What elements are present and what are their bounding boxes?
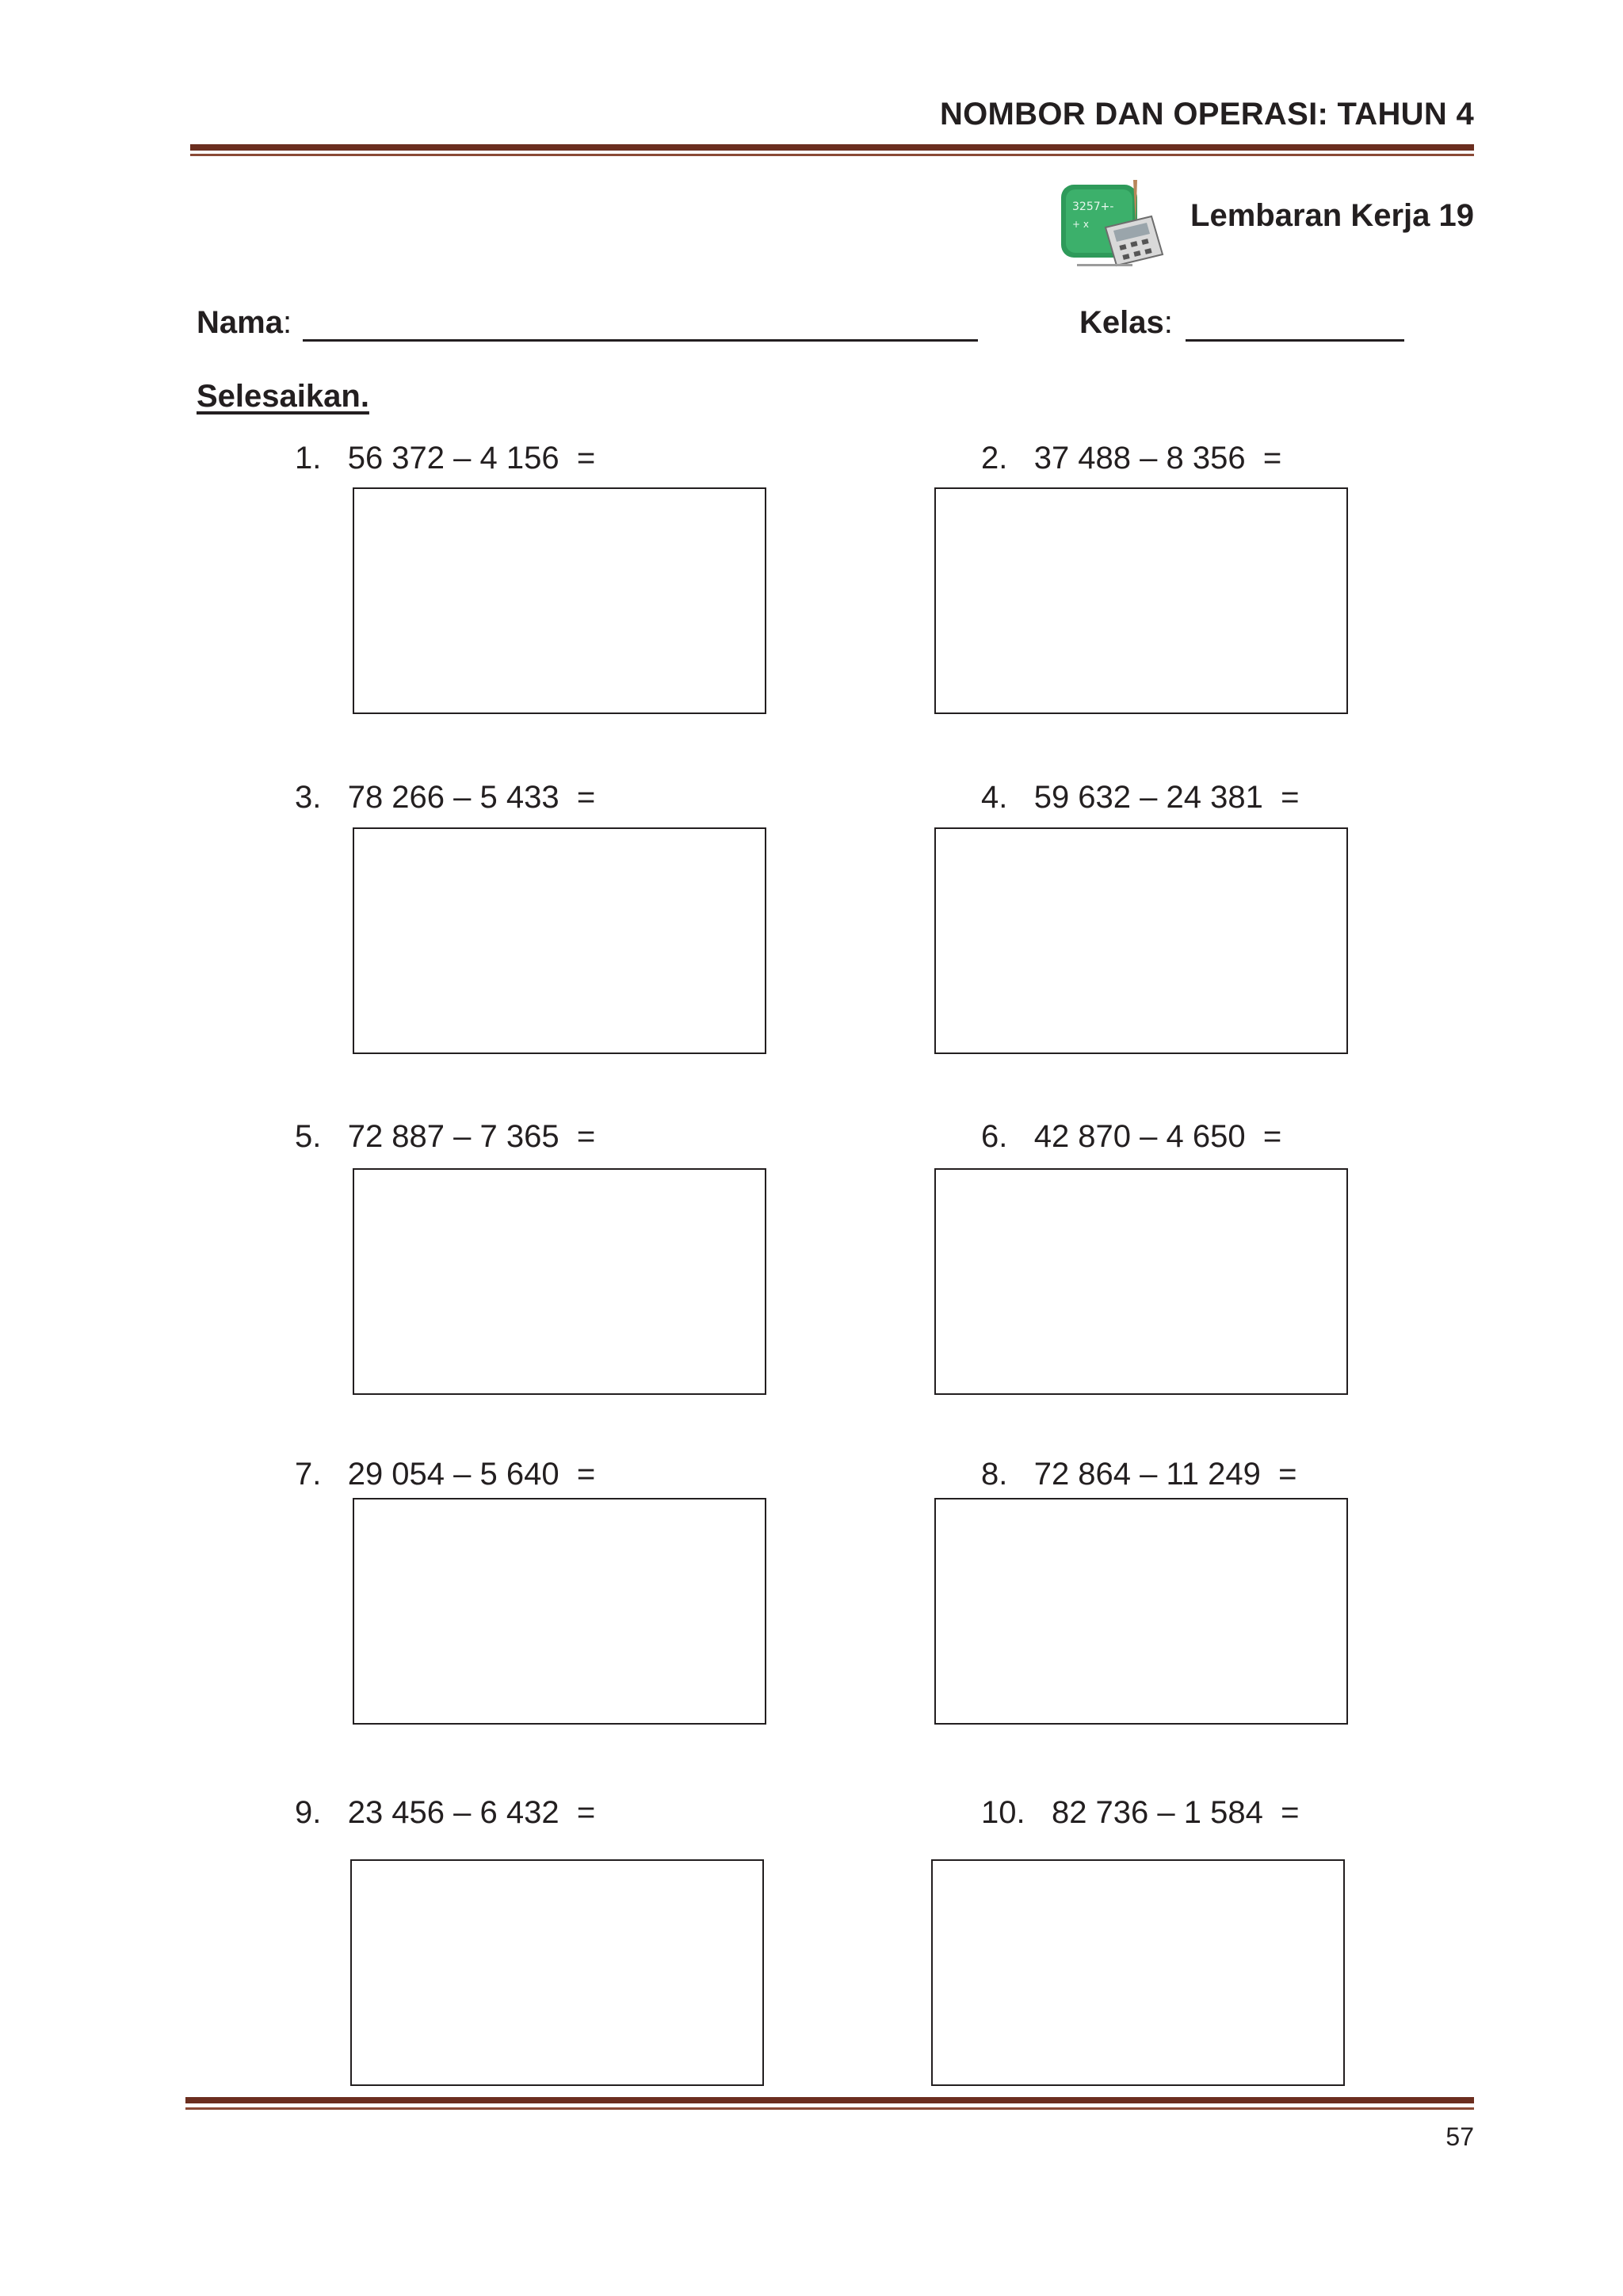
footer-rule-thick (185, 2097, 1474, 2103)
class-label: Kelas (1079, 305, 1164, 340)
page-number: 57 (1445, 2122, 1474, 2151)
question-number: 6. (981, 1119, 1008, 1154)
question-expression: 42 870 – 4 650 = (1033, 1119, 1282, 1154)
header-rule-thin (190, 154, 1474, 156)
question-expression: 29 054 – 5 640 = (347, 1457, 596, 1492)
answer-box-7[interactable] (353, 1498, 766, 1725)
question-number: 9. (295, 1795, 322, 1830)
answer-box-4[interactable] (934, 827, 1348, 1054)
question-6 (981, 1119, 1281, 1155)
question-expression: 59 632 – 24 381 = (1033, 780, 1300, 815)
name-colon: : (282, 305, 292, 340)
question-number: 2. (981, 441, 1008, 476)
answer-box-6[interactable] (934, 1168, 1348, 1395)
worksheet-title: Lembaran Kerja 19 (1190, 198, 1474, 233)
question-9 (295, 1795, 595, 1831)
name-field-label (197, 305, 292, 341)
icon-chalk-text: 3257+- (1072, 201, 1114, 213)
answer-box-3[interactable] (353, 827, 766, 1054)
question-5 (295, 1119, 595, 1155)
header-title: NOMBOR DAN OPERASI: TAHUN 4 (939, 97, 1474, 132)
answer-box-2[interactable] (934, 487, 1348, 714)
instruction: Selesaikan. (197, 379, 369, 414)
question-expression: 78 266 – 5 433 = (347, 780, 596, 815)
question-expression: 56 372 – 4 156 = (347, 441, 596, 476)
question-2 (981, 441, 1281, 476)
question-7 (295, 1457, 595, 1492)
class-colon: : (1163, 305, 1173, 340)
question-10 (981, 1795, 1299, 1831)
header-rule-thick (190, 144, 1474, 151)
answer-box-5[interactable] (353, 1168, 766, 1395)
question-4 (981, 780, 1299, 816)
question-expression: 37 488 – 8 356 = (1033, 441, 1282, 476)
question-expression: 72 887 – 7 365 = (347, 1119, 596, 1154)
question-expression: 72 864 – 11 249 = (1033, 1457, 1297, 1492)
question-number: 5. (295, 1119, 322, 1154)
question-number: 8. (981, 1457, 1008, 1492)
answer-box-8[interactable] (934, 1498, 1348, 1725)
name-field[interactable] (303, 339, 978, 342)
answer-box-1[interactable] (353, 487, 766, 714)
question-number: 3. (295, 780, 322, 815)
name-label: Nama (197, 305, 283, 340)
answer-box-10[interactable] (931, 1859, 1345, 2086)
question-3 (295, 780, 595, 816)
question-expression: 82 736 – 1 584 = (1051, 1795, 1300, 1830)
question-8 (981, 1457, 1296, 1492)
question-number: 1. (295, 441, 322, 476)
svg-text:+ x: + x (1072, 219, 1089, 230)
question-1 (295, 441, 595, 476)
class-field-label (1079, 305, 1173, 341)
question-number: 10. (981, 1795, 1025, 1830)
class-field[interactable] (1186, 339, 1404, 342)
calculator-chalkboard-icon (1058, 178, 1170, 273)
question-number: 7. (295, 1457, 322, 1492)
question-number: 4. (981, 780, 1008, 815)
footer-rule-thin (185, 2107, 1474, 2110)
question-expression: 23 456 – 6 432 = (347, 1795, 596, 1830)
answer-box-9[interactable] (350, 1859, 764, 2086)
